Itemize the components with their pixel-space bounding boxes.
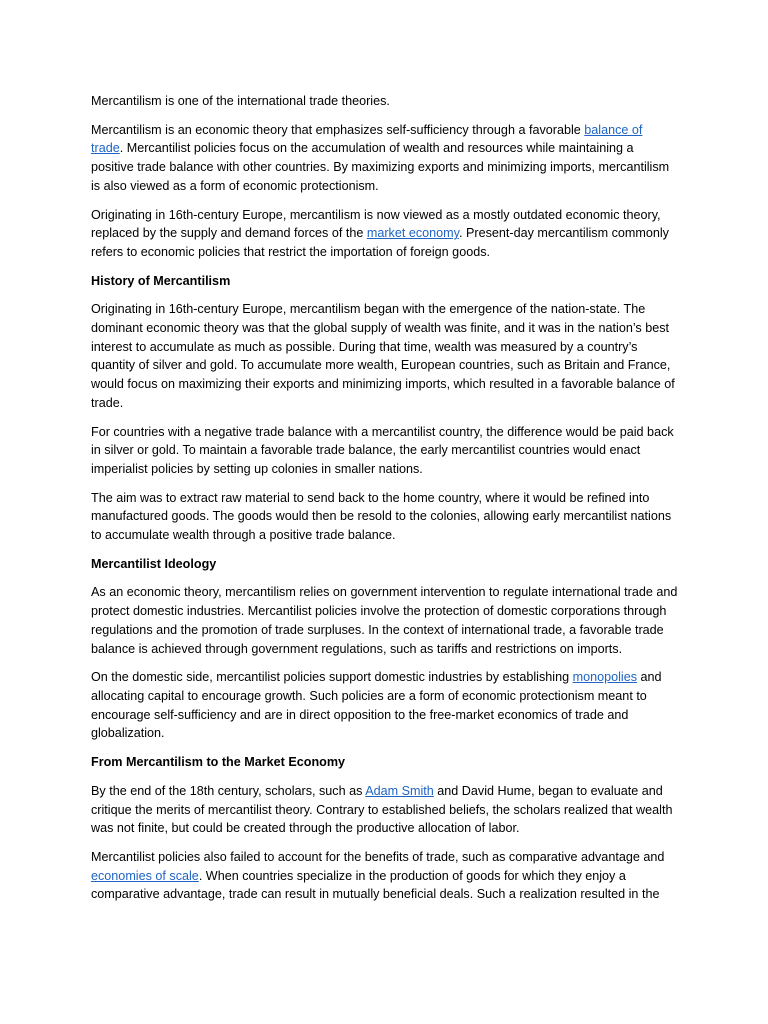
text-span: . Mercantilist policies focus on the accumulation of wealth and resources while maintaining a positive trade balance with other countries. By maximizing exports and minimizing imports, mercantilism is also viewed as a form of economic protectionism.	[91, 141, 670, 193]
history-paragraph-2: For countries with a negative trade balance with a mercantilist country, the difference would be paid back in silver or gold. To maintain a favorable trade balance, the early mercantilist countries would enact imperialist policies by setting up colonies in smaller nations.	[91, 424, 674, 476]
text-span: Mercantilism is an economic theory that emphasizes self-sufficiency through a favorable	[91, 122, 585, 137]
intro-paragraph: Mercantilism is one of the international trade theories.	[91, 94, 390, 108]
market-economy-heading: From Mercantilism to the Market Economy	[91, 755, 346, 770]
text-span: On the domestic side, mercantilist policies support domestic industries by establishing	[91, 670, 573, 685]
balance-of-trade-link[interactable]: balance of trade	[91, 122, 643, 156]
text-span: and allocating capital to encourage growth. Such policies are a form of economic protectionism meant to encourage self-sufficiency and are in direct opposition to the free-market economics of trade and globalization.	[91, 670, 662, 741]
text-span: . Present-day mercantilism commonly refers to economic policies that restrict the importation of foreign goods.	[91, 226, 669, 259]
text-span: Originating in 16th-century Europe, mercantilism is now viewed as a mostly outdated economic theory, replaced by the supply and demand forces of the	[91, 207, 661, 241]
text-span: By the end of the 18th century, scholars, such as	[91, 783, 366, 798]
text-span: and David Hume, began to evaluate and critique the merits of mercantilist theory. Contrary to established beliefs, the scholars realized that wealth was not finite, but could be created through the productive allocation of labor.	[91, 783, 673, 836]
history-heading: History of Mercantilism	[91, 273, 231, 288]
text-span: Mercantilist policies also failed to account for the benefits of trade, such as comparative advantage and	[91, 849, 665, 864]
market-economy-link[interactable]: market economy	[366, 226, 459, 241]
history-paragraph-3: The aim was to extract raw material to send back to the home country, where it would be refined into manufactured goods. The goods would then be resold to the colonies, allowing early mercantilist nations to accumulate wealth through a positive trade balance.	[91, 490, 672, 543]
ideology-paragraph-2	[91, 668, 678, 743]
monopolies-link[interactable]: monopolies	[572, 670, 638, 685]
definition-paragraph	[91, 121, 678, 196]
economies-of-scale-link[interactable]: economies of scale	[91, 868, 199, 883]
adam-smith-link[interactable]: Adam Smith	[365, 783, 434, 798]
market-paragraph-2	[91, 848, 678, 904]
origin-paragraph	[91, 206, 678, 262]
ideology-heading: Mercantilist Ideology	[91, 556, 217, 571]
market-paragraph-1	[91, 782, 678, 838]
history-paragraph-1: Originating in 16th-century Europe, mercantilism began with the emergence of the nation-state. The dominant economic theory was that the global supply of wealth was finite, and it was in the nation’s best interest to accumulate as much as possible. During that time, wealth was measured by a country’s quantity of silver and gold. To accumulate more wealth, European countries, such as Britain and France, would focus on maximizing their exports and minimizing imports, which resulted in a favorable balance of trade.	[91, 302, 675, 410]
ideology-paragraph-1: As an economic theory, mercantilism relies on government intervention to regulate international trade and protect domestic industries. Mercantilist policies involve the protection of domestic corporations through regulations and the promotion of trade surpluses. In the context of international trade, a favorable trade balance is achieved through government regulations, such as tariffs and restrictions on imports.	[91, 585, 678, 656]
text-span: . When countries specialize in the production of goods for which they enjoy a comparative advantage, trade can result in mutually beneficial deals. Such a realization resulted in the	[91, 868, 660, 902]
